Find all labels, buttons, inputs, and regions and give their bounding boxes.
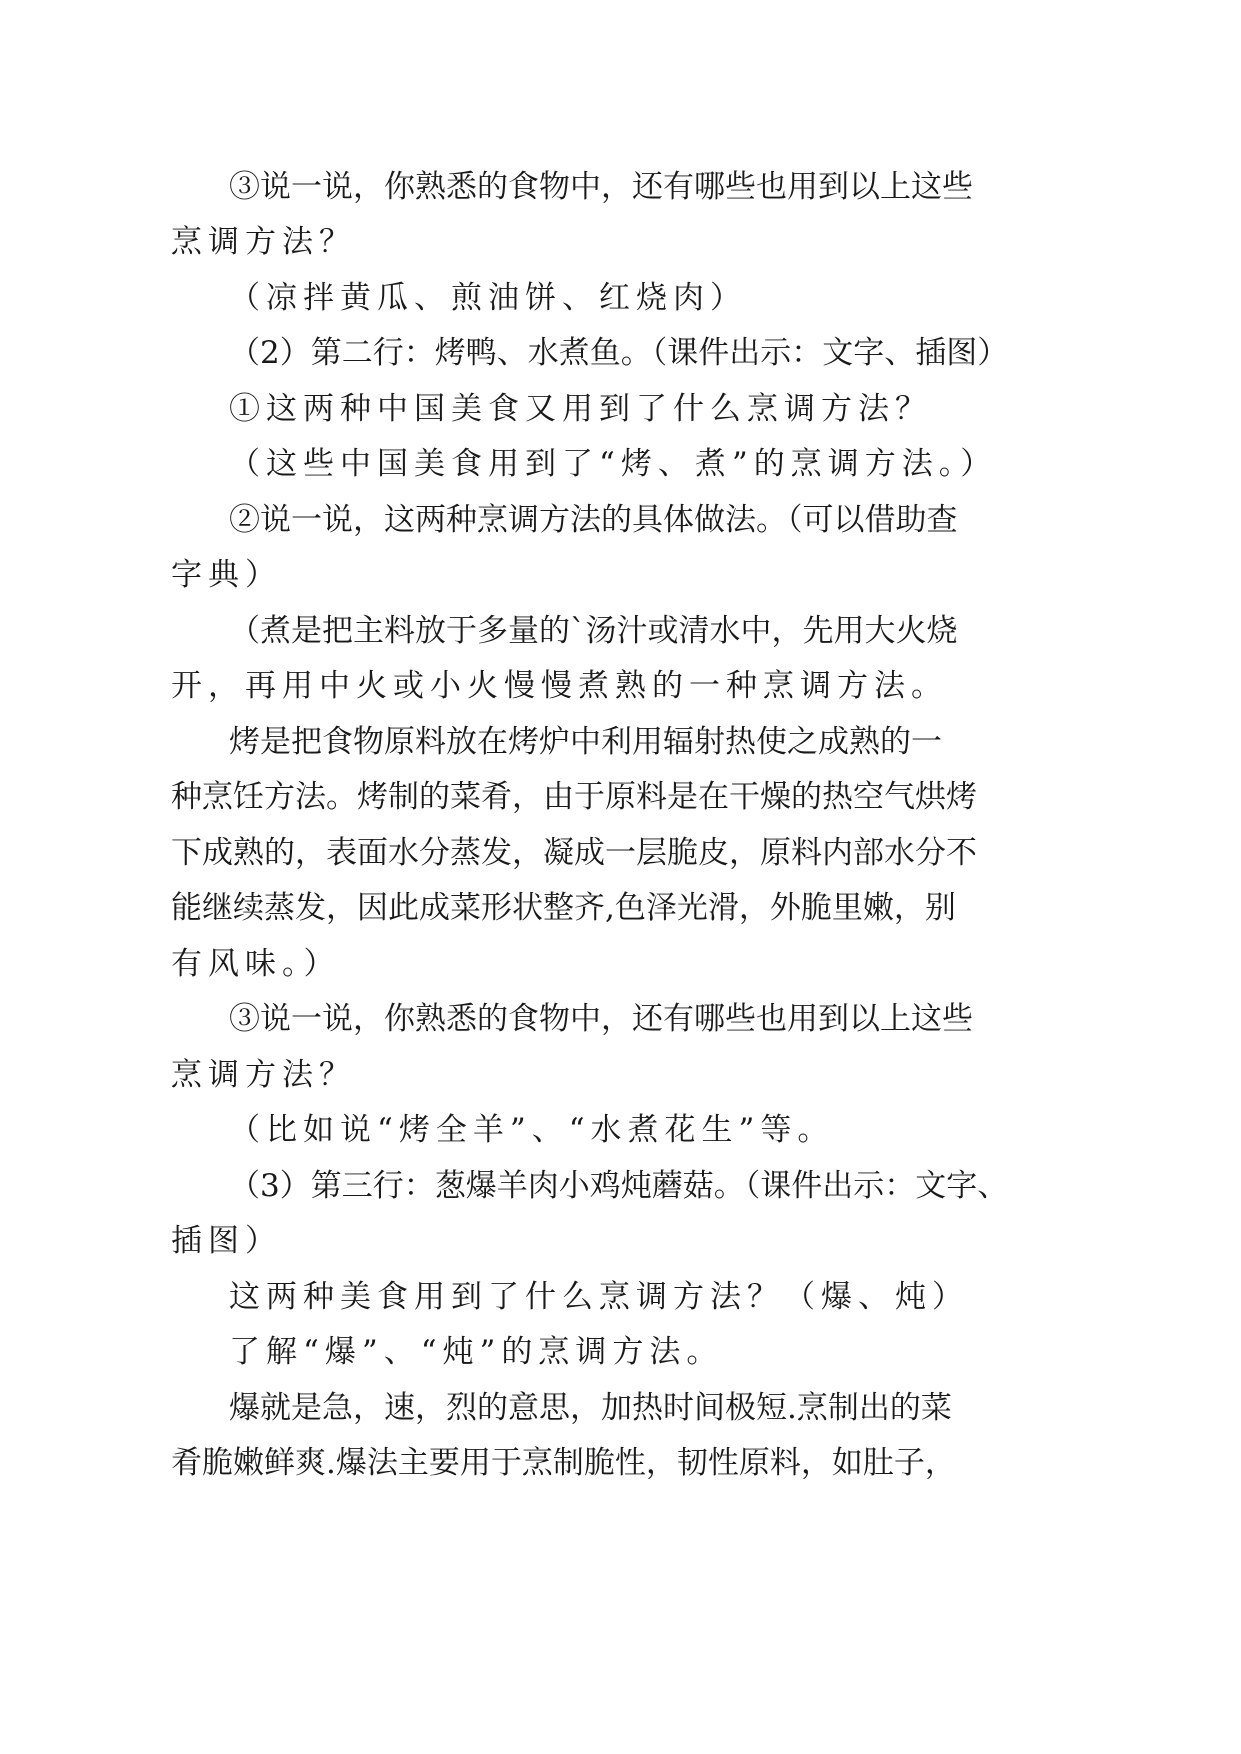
paragraph-line: 烹调方法？ — [171, 224, 356, 260]
paragraph-line: （3）第三行：葱爆羊肉小鸡炖蘑菇。（课件出示：文字、 — [229, 1168, 1009, 1204]
paragraph-line: 下成熟的，表面水分蒸发，凝成一层脆皮，原料内部水分不 — [171, 835, 977, 871]
paragraph-line: 烹调方法？ — [171, 1057, 356, 1093]
paragraph-line: （比如说“烤全羊”、“水煮花生”等。 — [229, 1112, 835, 1148]
paragraph-line: 了解“爆”、“炖”的烹调方法。 — [229, 1334, 724, 1370]
paragraph-line: ①这两种中国美食又用到了什么烹调方法？ — [229, 391, 932, 427]
paragraph-line: 有风味。） — [171, 946, 341, 982]
paragraph-line: 肴脆嫩鲜爽.爆法主要用于烹制脆性，韧性原料，如肚子， — [171, 1445, 956, 1481]
paragraph-line: 能继续蒸发，因此成菜形状整齐,色泽光滑，外脆里嫩，别 — [171, 890, 956, 926]
paragraph-line: （这些中国美食用到了“烤、煮”的烹调方法。） — [229, 446, 998, 482]
paragraph-line: ②说一说，这两种烹调方法的具体做法。（可以借助查 — [229, 502, 958, 538]
paragraph-line: 这两种美食用到了什么烹调方法？（爆、炖） — [229, 1279, 969, 1315]
paragraph-line: 烤是把食物原料放在烤炉中利用辐射热使之成熟的一 — [229, 724, 942, 760]
paragraph-line: ③说一说，你熟悉的食物中，还有哪些也用到以上这些 — [229, 1001, 973, 1037]
paragraph-line: （凉拌黄瓜、煎油饼、红烧肉） — [229, 280, 747, 316]
paragraph-line: （2）第二行：烤鸭、水煮鱼。（课件出示：文字、插图） — [229, 335, 1009, 371]
paragraph-line: 字典） — [171, 557, 282, 593]
paragraph-line: 爆就是急，速，烈的意思，加热时间极短.烹制出的菜 — [229, 1390, 952, 1426]
paragraph-line: 插图） — [171, 1223, 282, 1259]
paragraph-line: （煮是把主料放于多量的`汤汁或清水中，先用大火烧 — [229, 613, 958, 649]
paragraph-line: 开，再用中火或小火慢慢煮熟的一种烹调方法。 — [171, 668, 948, 704]
paragraph-line: ③说一说，你熟悉的食物中，还有哪些也用到以上这些 — [229, 169, 973, 205]
paragraph-line: 种烹饪方法。烤制的菜肴，由于原料是在干燥的热空气烘烤 — [171, 779, 977, 815]
